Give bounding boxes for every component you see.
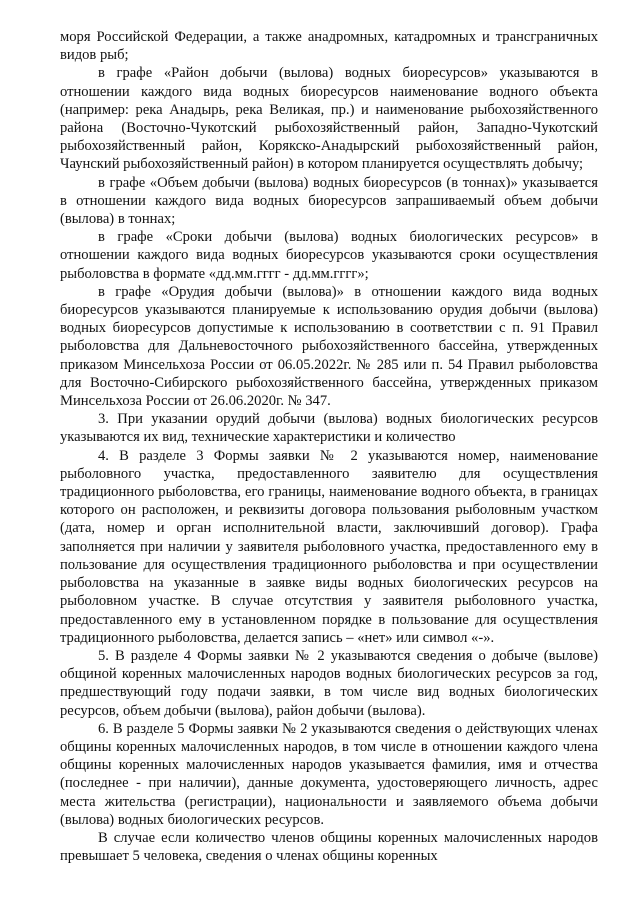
paragraph-catch-volume: в графе «Объем добычи (вылова) водных биоресурсов (в тоннах)» указывается в отношении каждого вида водных биоресурсов запрашиваемый объем добычи (вылова) в тоннах; <box>60 174 598 228</box>
paragraph-item-5: 5. В разделе 4 Формы заявки № 2 указываются сведения о добыче (вылове) общиной коренных малочисленных народов водных биологических ресурсов за год, предшествующий году подачи заявки, в том числе вид водных биологических ресурсов, объем добычи (вылова), район добычи (вылова). <box>60 647 598 719</box>
paragraph-members-count: В случае если количество членов общины коренных малочисленных народов превышает 5 человека, сведения о членах общины коренных <box>60 829 598 865</box>
paragraph-item-3: 3. При указании орудий добычи (вылова) водных биологических ресурсов указываются их вид, технические характеристики и количество <box>60 411 598 446</box>
paragraph-item-6: 6. В разделе 5 Формы заявки № 2 указываются сведения о действующих членах общины коренных малочисленных народов, в том числе в отношении каждого члена общины коренных малочисленных народов указывается фамилия, имя и отчества (последнее - при наличии), данные документа, удостоверяющего личность, адрес места жительства (регистрации), национальности и заявляемого объема добычи (вылова) водных биологических ресурсов. <box>60 720 598 828</box>
document-page <box>60 28 598 865</box>
paragraph-species-continuation: моря Российской Федерации, а также анадромных, катадромных и трансграничных видов рыб; <box>60 29 598 64</box>
paragraph-fishing-area: в графе «Район добычи (вылова) водных биоресурсов» указываются в отношении каждого вида водных биоресурсов наименование водного объекта (например: река Анадырь, река Великая, пр.) и наименование рыбохозяйственного района (Восточно-Чукотский рыбохозяйственный район, Западно-Чукотский рыбохозяйственный район, Корякско-Анадырский рыбохозяйственный район, Чаунский рыбохозяйственный район) в котором планируется осуществлять добычу; <box>60 65 598 173</box>
paragraph-fishing-gear: в графе «Орудия добычи (вылова)» в отношении каждого вида водных биоресурсов указываются планируемые к использованию орудия добычи (вылова) водных биоресурсов допустимые к использованию в соответствии с п. 91 Правил рыболовства для Дальневосточного рыбохозяйственного бассейна, утвержденных приказом Минсельхоза России от 06.05.2022г. № 285 или п. 54 Правил рыболовства для Восточно-Сибирского рыбохозяйственного бассейна, утвержденных приказом Минсельхоза России от 26.06.2020г. № 347. <box>60 283 598 410</box>
paragraph-item-4: 4. В разделе 3 Формы заявки № 2 указываются номер, наименование рыболовного участка, предоставленного заявителю для осуществления традиционного рыболовства, его границы, наименование водного объекта, в границах которого он расположен, и реквизиты договора пользования рыболовным участком (дата, номер и орган исполнительной власти, заключивший договор). Графа заполняется при наличии у заявителя рыболовного участка, предоставленного ему в пользование для осуществления традиционного рыболовства и при осуществлении рыболовства на указанные в заявке виды водных биологических ресурсов на рыболовном участке. В случае отсутствия у заявителя рыболовного участка, предоставленного ему в установленном порядке в пользование для осуществления традиционного рыболовства, делается запись – «нет» или символ «-». <box>60 447 598 646</box>
paragraph-catch-dates: в графе «Сроки добычи (вылова) водных биологических ресурсов» в отношении каждого вида водных биоресурсов указываются сроки осуществления рыболовства в формате «дд.мм.гггг - дд.мм.гггг»; <box>60 229 598 282</box>
